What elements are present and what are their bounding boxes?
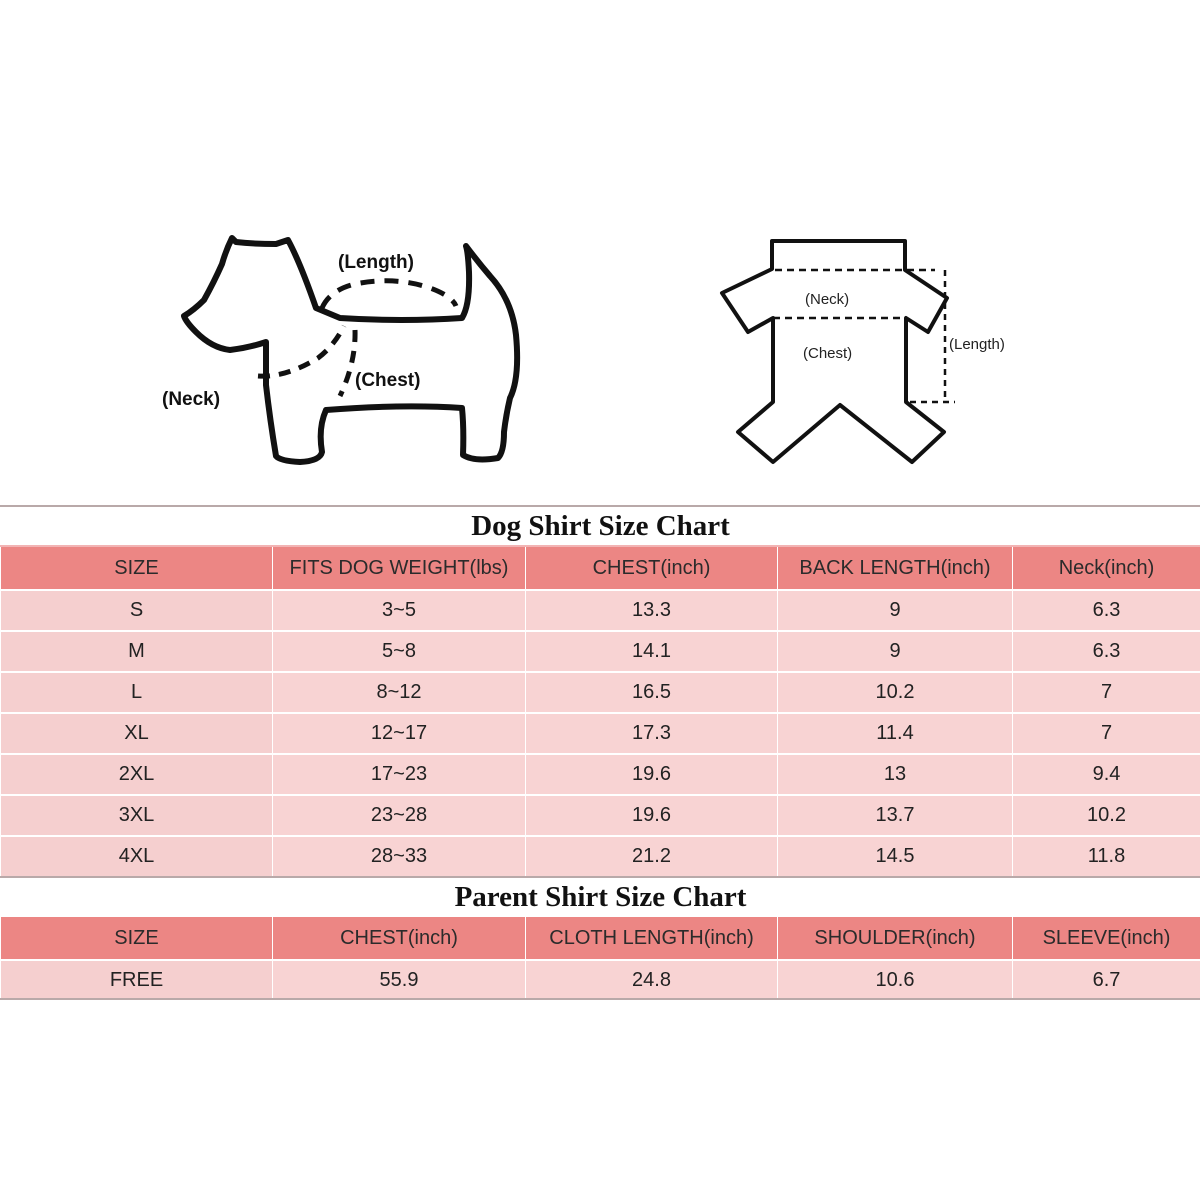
table-cell: 4XL: [1, 836, 273, 877]
table-row: [1, 836, 1200, 877]
table-cell: 2XL: [1, 754, 273, 795]
dog-neck-label: (Neck): [162, 389, 221, 410]
table-cell: 9: [778, 631, 1013, 672]
table-cell: 19.6: [526, 795, 778, 836]
table-cell: 23~28: [273, 795, 526, 836]
table-cell: 17.3: [526, 713, 778, 754]
table-bottom-border: [0, 998, 1200, 1000]
shirt-chest-label: (Chest): [803, 345, 853, 362]
column-header: SIZE: [1, 917, 273, 961]
dog-chest-dashed-line: [340, 330, 355, 396]
table-cell: S: [1, 590, 273, 631]
table-cell: 7: [1013, 713, 1200, 754]
table-cell: M: [1, 631, 273, 672]
table-cell: 8~12: [273, 672, 526, 713]
column-header: FITS DOG WEIGHT(lbs): [273, 546, 526, 590]
table-cell: 5~8: [273, 631, 526, 672]
dog-size-chart-table: [0, 505, 1200, 877]
dog-length-label: (Length): [338, 252, 414, 273]
table-cell: 6.3: [1013, 590, 1200, 631]
parent-chart-title: Parent Shirt Size Chart: [1, 877, 1200, 917]
table-cell: 6.7: [1013, 960, 1200, 1001]
table-cell: 11.8: [1013, 836, 1200, 877]
dog-chart-header-row: [1, 546, 1200, 590]
column-header: CHEST(inch): [526, 546, 778, 590]
table-row: [1, 590, 1200, 631]
dog-shirt-figure: [722, 241, 1005, 462]
table-row: [1, 960, 1200, 1001]
dog-outline-figure: [162, 238, 517, 462]
dog-length-dashed-line: [322, 281, 456, 308]
column-header: CHEST(inch): [273, 917, 526, 961]
table-row: [1, 795, 1200, 836]
column-header: BACK LENGTH(inch): [778, 546, 1013, 590]
table-row: [1, 754, 1200, 795]
table-cell: 17~23: [273, 754, 526, 795]
shirt-length-label: (Length): [949, 336, 1005, 353]
table-cell: 13: [778, 754, 1013, 795]
table-cell: 10.6: [778, 960, 1013, 1001]
table-cell: 11.4: [778, 713, 1013, 754]
dog-chart-title: Dog Shirt Size Chart: [1, 506, 1200, 546]
table-cell: 9.4: [1013, 754, 1200, 795]
parent-size-chart-table: [0, 876, 1200, 1001]
table-cell: 16.5: [526, 672, 778, 713]
column-header: SHOULDER(inch): [778, 917, 1013, 961]
column-header: CLOTH LENGTH(inch): [526, 917, 778, 961]
table-cell: 14.1: [526, 631, 778, 672]
table-cell: 10.2: [1013, 795, 1200, 836]
parent-chart-title-row: [1, 877, 1200, 917]
table-cell: 10.2: [778, 672, 1013, 713]
table-cell: 13.3: [526, 590, 778, 631]
table-cell: L: [1, 672, 273, 713]
table-cell: FREE: [1, 960, 273, 1001]
column-header: Neck(inch): [1013, 546, 1200, 590]
parent-chart-header-row: [1, 917, 1200, 961]
dog-neck-dashed-line: [258, 326, 344, 376]
dog-chest-label: (Chest): [355, 370, 421, 391]
table-row: [1, 713, 1200, 754]
table-cell: 9: [778, 590, 1013, 631]
table-cell: 14.5: [778, 836, 1013, 877]
table-cell: 13.7: [778, 795, 1013, 836]
table-row: [1, 672, 1200, 713]
table-cell: 7: [1013, 672, 1200, 713]
table-cell: 19.6: [526, 754, 778, 795]
table-cell: 21.2: [526, 836, 778, 877]
table-cell: 28~33: [273, 836, 526, 877]
table-cell: XL: [1, 713, 273, 754]
column-header: SIZE: [1, 546, 273, 590]
column-header: SLEEVE(inch): [1013, 917, 1200, 961]
dog-chart-title-row: [1, 506, 1200, 546]
table-cell: 12~17: [273, 713, 526, 754]
table-cell: 55.9: [273, 960, 526, 1001]
table-cell: 3~5: [273, 590, 526, 631]
table-cell: 24.8: [526, 960, 778, 1001]
table-row: [1, 631, 1200, 672]
measurement-illustrations: [0, 0, 1200, 500]
shirt-neck-label: (Neck): [805, 291, 850, 308]
table-cell: 6.3: [1013, 631, 1200, 672]
table-cell: 3XL: [1, 795, 273, 836]
